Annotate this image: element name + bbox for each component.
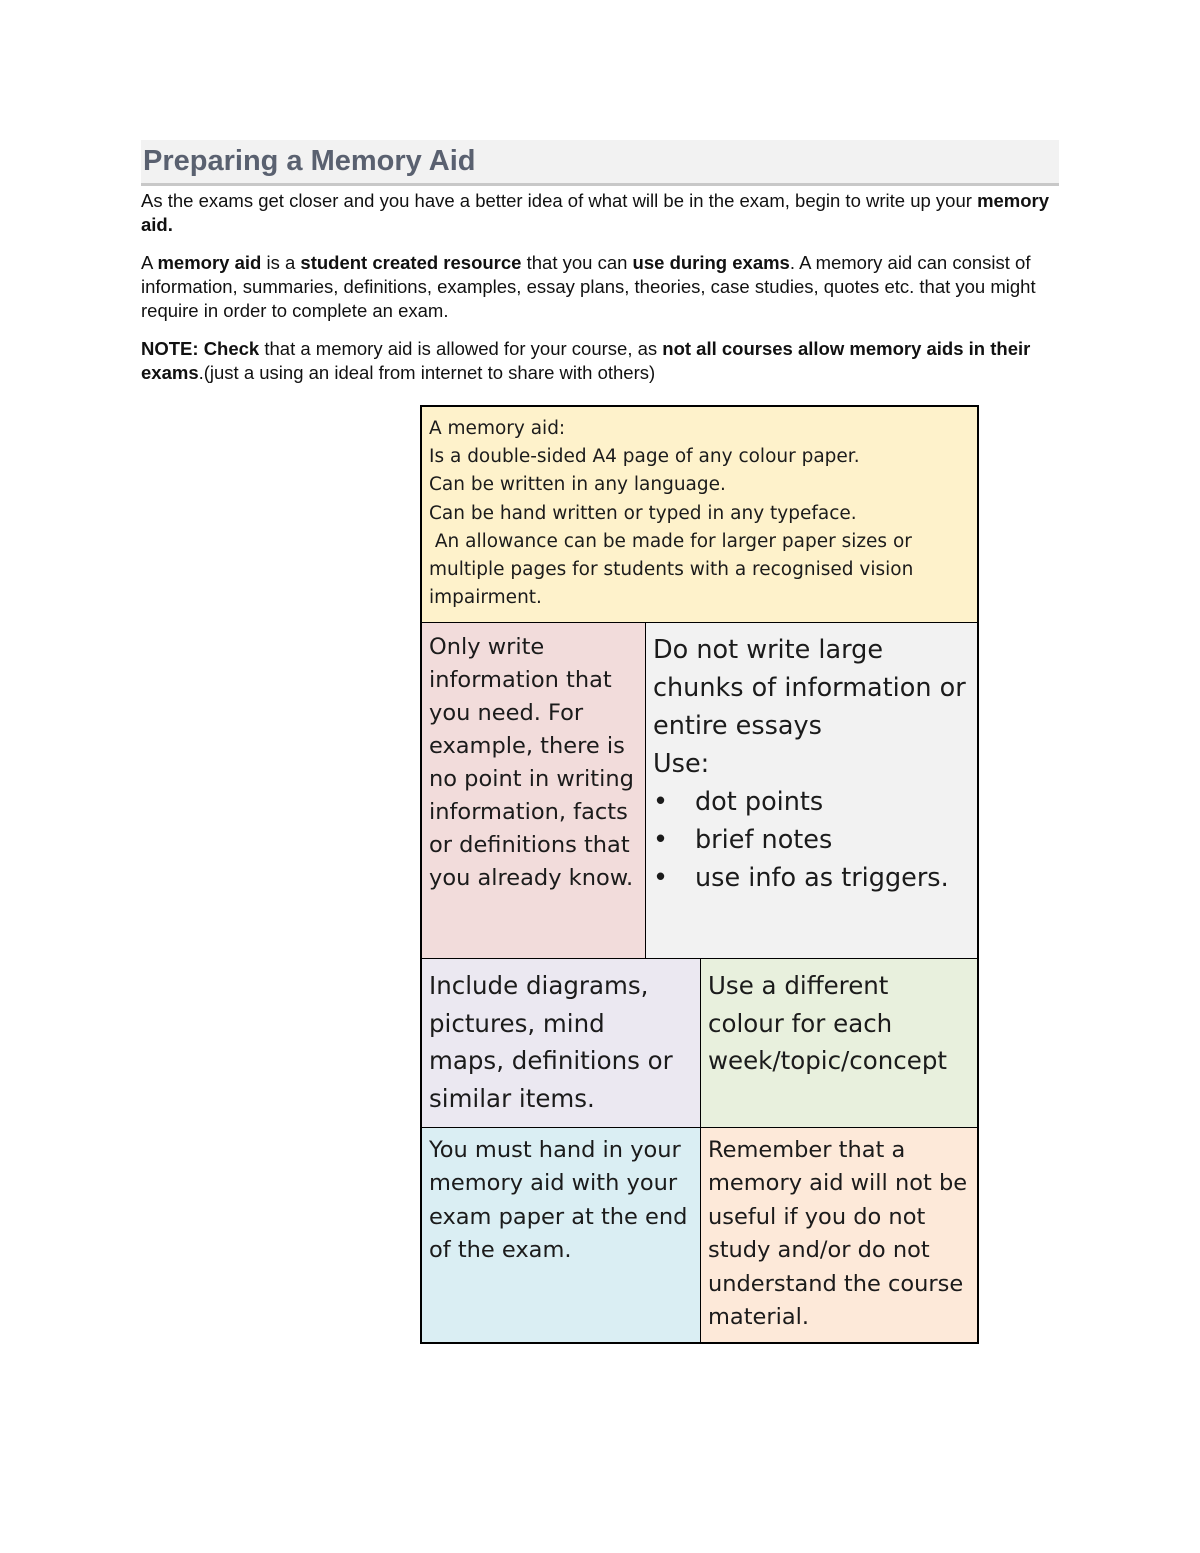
cell-line: Use: [653, 749, 710, 779]
note-paragraph [141, 337, 1059, 385]
def-text-2: is a [261, 252, 301, 273]
rule-line: An allowance can be made for larger paper sizes or [429, 530, 912, 552]
note-bold-1: NOTE: Check [141, 338, 260, 359]
cell-line: You must hand in your [429, 1137, 681, 1163]
def-text-4: . A memory aid can consist of information, summaries, definitions, examples, essay plans, theories, case studies, quotes etc. that you might require in order to complete an exam. [141, 252, 1036, 321]
cell-line: similar items. [429, 1083, 595, 1113]
table-row [422, 1127, 977, 1342]
page-title: Preparing a Memory Aid [141, 140, 1059, 186]
cell-line: maps, definitions or [429, 1046, 673, 1075]
rule-line: Can be hand written or typed in any typeface. [429, 502, 857, 524]
intro-bold: memory aid. [141, 190, 1050, 235]
cell-line: understand the course [708, 1270, 964, 1297]
only-write-cell [422, 623, 646, 958]
cell-line: no point in writing [429, 766, 634, 792]
intro-text: As the exams get closer and you have a better idea of what will be in the exam, begin to write up your [141, 190, 978, 211]
cell-line: Only write [429, 634, 545, 660]
cell-line: Include diagrams, [429, 971, 649, 1000]
def-text-3: that you can [521, 252, 633, 273]
definition-paragraph [141, 251, 1059, 323]
cell-line: useful if you do not [708, 1203, 926, 1230]
table-row [422, 958, 977, 1127]
table-row [422, 622, 977, 958]
cell-line: of the exam. [429, 1237, 572, 1264]
cell-line: example, there is [429, 733, 625, 759]
document-body [141, 140, 1059, 385]
list-item [653, 859, 970, 897]
cell-line: or definitions that [429, 832, 630, 858]
cell-line: Do not write large [653, 635, 884, 665]
hand-in-cell [422, 1128, 701, 1342]
cell-line: week/topic/concept [708, 1046, 947, 1075]
cell-line: exam paper at the end [429, 1203, 688, 1230]
different-colour-cell [701, 959, 977, 1127]
bullet-icon: • [653, 863, 669, 893]
cell-line: you need. For [429, 700, 584, 726]
list-item-text: dot points [695, 787, 824, 817]
cell-line: colour for each [708, 1008, 893, 1038]
note-text-1: that a memory aid is allowed for your course, as [259, 338, 663, 359]
cell-line: memory aid with your [429, 1170, 678, 1197]
cell-line: you already know. [429, 865, 634, 891]
def-bold-1: memory aid [157, 252, 262, 273]
bullet-icon: • [653, 825, 669, 855]
cell-line: material. [708, 1304, 810, 1331]
rule-line: Is a double-sided A4 page of any colour paper. [429, 446, 860, 468]
cell-line: entire essays [653, 711, 822, 741]
cell-line: information, facts [429, 799, 628, 825]
def-bold-2: student created resource [300, 252, 522, 273]
cell-line: Use a different [708, 971, 889, 1000]
list-item [653, 821, 970, 859]
include-diagrams-cell [422, 959, 701, 1127]
rule-line: multiple pages for students with a recognised vision [429, 559, 914, 581]
cell-line: information that [429, 667, 612, 693]
def-text-1: A [141, 252, 158, 273]
note-bold-2: not all courses allow memory aids in their exams [141, 338, 1031, 383]
rule-line: A memory aid: [429, 418, 566, 439]
list-item [653, 783, 970, 821]
note-text-2: .(just a using an ideal from internet to share with others) [198, 362, 656, 383]
tips-list [653, 783, 970, 897]
remember-cell [701, 1128, 977, 1342]
memory-aid-rules-cell [422, 407, 977, 622]
def-bold-3: use during exams [632, 252, 790, 273]
cell-line: pictures, mind [429, 1008, 605, 1038]
bullet-icon: • [653, 787, 669, 817]
rule-line: impairment. [429, 587, 542, 609]
do-not-write-cell [646, 623, 977, 958]
cell-line: study and/or do not [708, 1237, 930, 1264]
cell-line: chunks of information or [653, 673, 966, 703]
list-item-text: brief notes [695, 825, 833, 855]
cell-line: Remember that a [708, 1137, 906, 1163]
memory-aid-table [420, 405, 979, 1344]
rule-line: Can be written in any language. [429, 474, 726, 496]
list-item-text: use info as triggers. [695, 863, 949, 893]
intro-paragraph [141, 189, 1059, 237]
cell-line: memory aid will not be [708, 1170, 968, 1197]
